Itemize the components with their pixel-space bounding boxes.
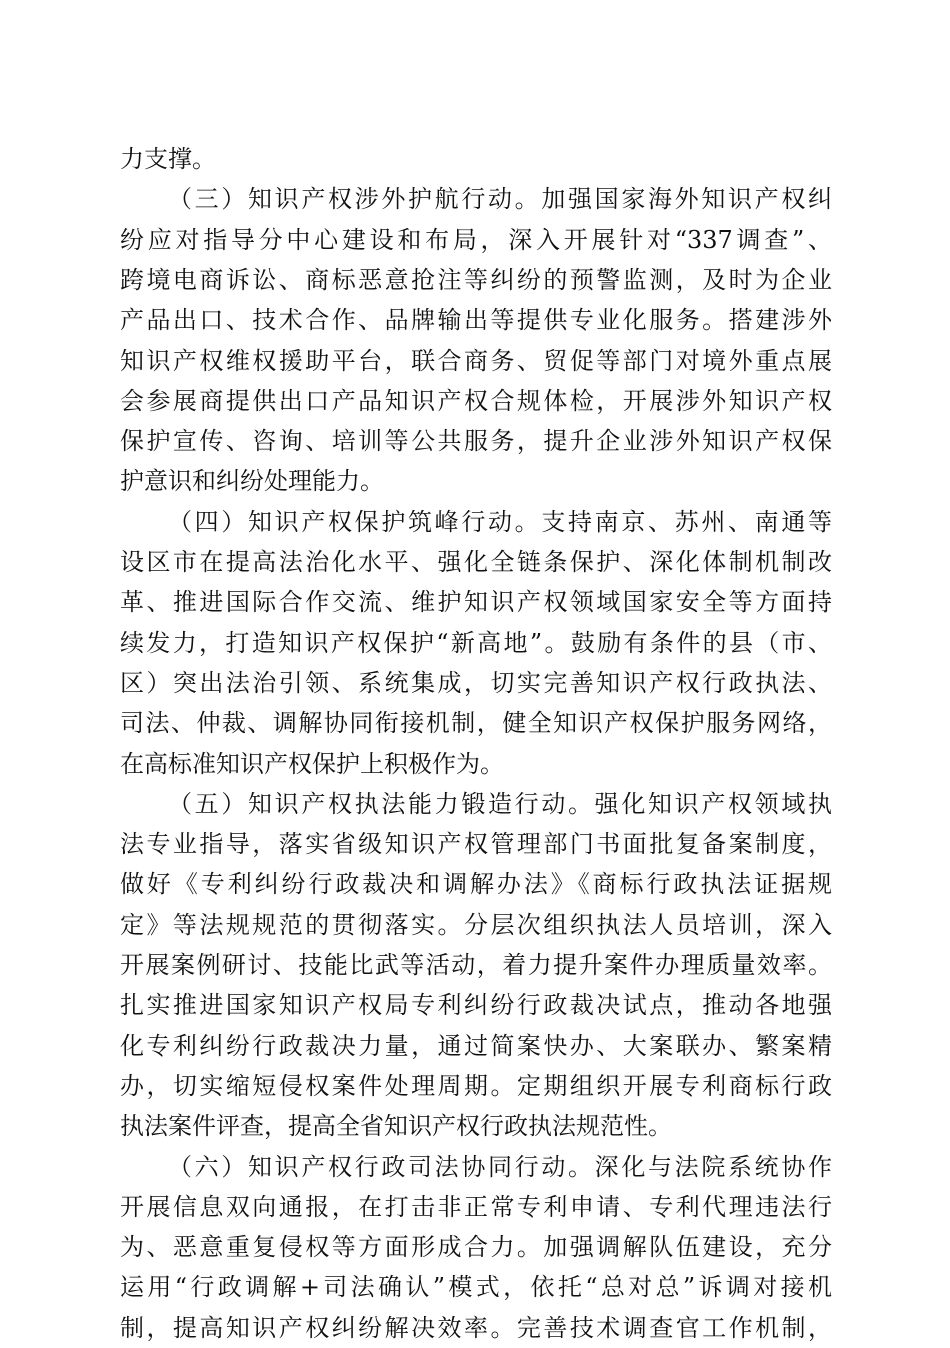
section-heading-line: （六）知识产权行政司法协同行动。深化与法院系统协作: [168, 1152, 832, 1181]
text-line: 知识产权维权援助平台，联合商务、贸促等部门对境外重点展: [120, 346, 832, 375]
text-line: 产品出口、技术合作、品牌输出等提供专业化服务。搭建涉外: [120, 306, 832, 335]
text-line: 开展案例研讨、技能比武等活动，着力提升案件办理质量效率。: [120, 951, 832, 979]
section-heading-line: （三）知识产权涉外护航行动。加强国家海外知识产权纠: [168, 185, 832, 214]
text-line: 开展信息双向通报，在打击非正常专利申请、专利代理违法行: [120, 1192, 832, 1221]
text-line: 定》等法规规范的贯彻落实。分层次组织执法人员培训，深入: [120, 910, 832, 939]
text-line: 保护宣传、咨询、培训等公共服务，提升企业涉外知识产权保: [120, 427, 832, 456]
text-line: 法专业指导，落实省级知识产权管理部门书面批复备案制度，: [120, 830, 832, 859]
text-line: 力支撑。: [120, 145, 216, 173]
section-heading-line: （四）知识产权保护筑峰行动。支持南京、苏州、南通等: [168, 507, 832, 536]
text-line: 为、恶意重复侵权等方面形成合力。加强调解队伍建设，充分: [120, 1233, 832, 1262]
text-line: 纷应对指导分中心建设和布局，深入开展针对“337调查”、: [120, 225, 832, 254]
text-line: 执法案件评查，提高全省知识产权行政执法规范性。: [120, 1112, 672, 1141]
text-line: 办，切实缩短侵权案件处理周期。定期组织开展专利商标行政: [120, 1071, 832, 1100]
text-line: 做好《专利纠纷行政裁决和调解办法》《商标行政执法证据规: [120, 870, 832, 899]
text-line: 运用“行政调解+司法确认”模式，依托“总对总”诉调对接机: [120, 1273, 832, 1302]
text-line: 扎实推进国家知识产权局专利纠纷行政裁决试点，推动各地强: [120, 991, 832, 1020]
text-line: 续发力，打造知识产权保护“新高地”。鼓励有条件的县（市、: [120, 628, 832, 657]
text-line: 司法、仲裁、调解协同衔接机制，健全知识产权保护服务网络，: [120, 709, 832, 738]
section-heading-line: （五）知识产权执法能力锻造行动。强化知识产权领域执: [168, 789, 832, 818]
text-line: 跨境电商诉讼、商标恶意抢注等纠纷的预警监测，及时为企业: [120, 265, 832, 294]
text-line: 化专利纠纷行政裁决力量，通过简案快办、大案联办、繁案精: [120, 1031, 832, 1060]
text-line: 设区市在提高法治化水平、强化全链条保护、深化体制机制改: [120, 548, 832, 576]
text-line: 区）突出法治引领、系统集成，切实完善知识产权行政执法、: [120, 668, 832, 697]
text-line: 革、推进国际合作交流、维护知识产权领域国家安全等方面持: [120, 588, 832, 617]
text-line: 会参展商提供出口产品知识产权合规体检，开展涉外知识产权: [120, 386, 832, 415]
text-line: 制，提高知识产权纠纷解决效率。完善技术调查官工作机制，: [120, 1313, 832, 1342]
text-line: 护意识和纠纷处理能力。: [120, 467, 384, 496]
text-line: 在高标准知识产权保护上积极作为。: [120, 749, 504, 778]
